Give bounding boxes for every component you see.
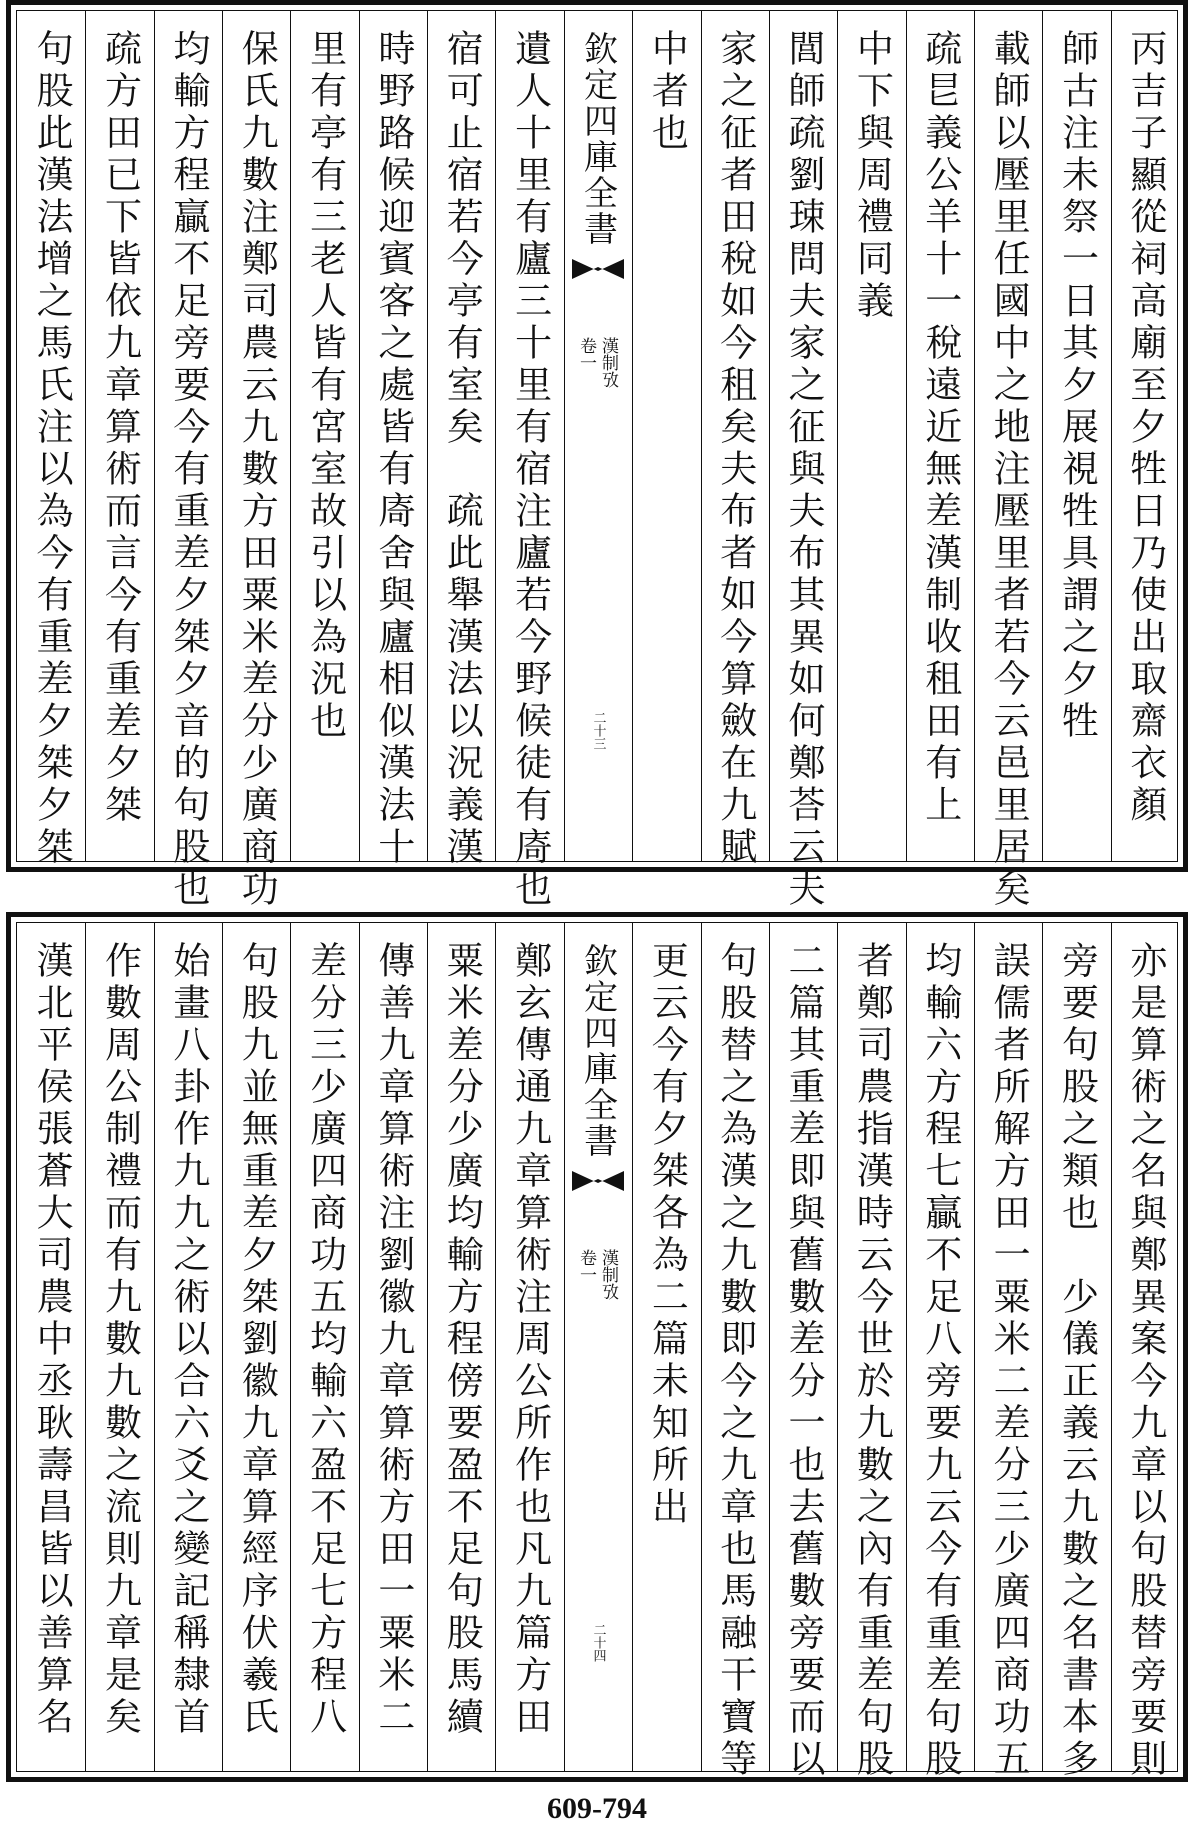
column-rule — [154, 923, 155, 1771]
column-rule — [495, 923, 496, 1771]
column-rule — [974, 11, 975, 861]
text-column — [1111, 11, 1179, 861]
column-rule — [769, 11, 770, 861]
column-rule — [906, 923, 907, 1771]
column-text: 作數周公制禮而有九數九數之流則九章是矣 — [98, 941, 142, 1739]
column-rule — [427, 923, 428, 1771]
column-text: 二篇其重差即與舊數差分一也去舊數旁要而以 — [782, 941, 826, 1781]
text-column — [85, 923, 153, 1771]
text-column — [769, 11, 837, 911]
text-column — [769, 923, 837, 1781]
column-text: 傳善九章算術注劉徽九章算術方田一粟米二 — [371, 941, 415, 1739]
text-column — [222, 923, 290, 1771]
text-column — [495, 11, 563, 911]
column-rule — [85, 11, 86, 861]
text-column — [85, 11, 153, 861]
banner-subtitle-line: 漢制攷 — [597, 337, 618, 388]
column-rule — [564, 923, 565, 1771]
text-column — [222, 11, 290, 911]
column-text: 粟米差分少廣均輸方程傍要盈不足句股馬續 — [440, 941, 484, 1739]
column-rule — [222, 923, 223, 1771]
banner-subtitle-line: 卷一 — [575, 1249, 596, 1283]
banner-subtitle-line: 卷一 — [575, 337, 596, 371]
column-text: 載師以壓里任國中之地注壓里者若今云邑里居矣 — [987, 29, 1031, 911]
column-text: 更云今有夕桀各為二篇未知所出 — [645, 941, 689, 1529]
column-text: 亦是算術之名與鄭異案今九章以句股替旁要則 — [1123, 941, 1167, 1781]
text-column — [837, 923, 905, 1781]
column-rule — [837, 923, 838, 1771]
column-text: 中者也 — [645, 29, 689, 155]
text-column — [290, 923, 358, 1771]
bottom-page-frame — [16, 922, 1178, 1781]
column-rule — [290, 923, 291, 1771]
column-rule — [1042, 923, 1043, 1771]
column-text: 句股九並無重差夕桀劉徽九章算經序伏羲氏 — [235, 941, 279, 1739]
text-column — [701, 923, 769, 1781]
column-text: 疏㫐義公羊十一稅遠近無差漢制收租田有上 — [918, 29, 962, 827]
column-text: 師古注未祭一日其夕展視牲具謂之夕牲 — [1055, 29, 1099, 743]
column-text: 旁要句股之類也 少儀正義云九數之名書本多 — [1055, 941, 1099, 1781]
column-rule — [1111, 11, 1112, 861]
column-text: 保氏九數注鄭司農云九數方田粟米差分少廣商功 — [235, 29, 279, 911]
column-rule — [906, 11, 907, 861]
text-column — [632, 11, 700, 861]
column-text: 閭師疏劉㻋問夫家之征與夫布其異如何鄭荅云夫 — [782, 29, 826, 911]
column-rule — [85, 923, 86, 1771]
column-rule — [632, 923, 633, 1771]
column-text: 里有亭有三老人皆有宮室故引以為況也 — [303, 29, 347, 743]
column-rule — [154, 11, 155, 861]
text-column — [974, 11, 1042, 911]
column-text: 漢北平侯張蒼大司農中丞耿壽昌皆以善算名 — [30, 941, 74, 1739]
column-text: 中下與周禮同義 — [850, 29, 894, 323]
column-text: 誤儒者所解方田一粟米二差分三少廣四商功五 — [987, 941, 1031, 1781]
text-column — [427, 11, 495, 869]
text-column — [427, 923, 495, 1771]
column-rule — [1111, 923, 1112, 1771]
leaf-number: 二十四 — [590, 1623, 606, 1662]
column-rule — [701, 923, 702, 1771]
banner-title: 欽定四庫全書 — [577, 943, 618, 1159]
column-text: 疏方田已下皆依九章算術而言今有重差夕桀 — [98, 29, 142, 827]
top-page — [6, 0, 1188, 911]
column-rule — [769, 923, 770, 1771]
column-rule — [359, 11, 360, 861]
column-text: 者鄭司農指漢時云今世於九數之內有重差句股 — [850, 941, 894, 1781]
text-column — [701, 11, 769, 869]
column-text: 家之征者田稅如今租矣夫布者如今算斂在九賦 — [713, 29, 757, 869]
text-column — [495, 923, 563, 1771]
column-rule — [837, 11, 838, 861]
text-column — [1042, 923, 1110, 1781]
fishtail-mark-icon — [570, 1169, 626, 1193]
column-rule — [564, 11, 565, 861]
column-text: 時野路候迎賓客之處皆有㢊舍與廬相似漢法十 — [371, 29, 415, 869]
text-column — [632, 923, 700, 1771]
text-column — [154, 923, 222, 1771]
column-rule — [290, 11, 291, 861]
top-page-frame — [16, 10, 1178, 911]
text-column — [17, 11, 85, 869]
page-identifier: 609-794 — [547, 1792, 647, 1825]
text-column — [359, 923, 427, 1771]
text-column — [906, 923, 974, 1781]
text-column — [1111, 923, 1179, 1781]
column-text: 始畫八卦作九九之術以合六爻之變記稱隸首 — [166, 941, 210, 1739]
column-rule — [495, 11, 496, 861]
text-column — [1042, 11, 1110, 861]
column-text: 均輸方程贏不足旁要今有重差夕桀夕音的句股也 — [166, 29, 210, 911]
column-rule — [974, 923, 975, 1771]
bottom-page — [6, 912, 1188, 1782]
center-banner — [564, 923, 632, 1771]
column-text: 句股替之為漢之九數即今之九章也馬融干寶等 — [713, 941, 757, 1781]
text-column — [17, 923, 85, 1771]
column-rule — [222, 11, 223, 861]
column-text: 遺人十里有廬三十里有宿注廬若今野候徒有㢊也 — [508, 29, 552, 911]
column-rule — [632, 11, 633, 861]
text-column — [154, 11, 222, 911]
text-column — [290, 11, 358, 861]
text-column — [974, 923, 1042, 1781]
column-text: 差分三少廣四商功五均輸六盈不足七方程八 — [303, 941, 347, 1739]
center-banner — [564, 11, 632, 861]
column-rule — [1042, 11, 1043, 861]
column-rule — [359, 923, 360, 1771]
column-text: 丙吉子顯從祠高廟至夕牲日乃使出取齋衣顏 — [1123, 29, 1167, 827]
column-text: 鄭玄傳通九章算術注周公所作也凡九篇方田 — [508, 941, 552, 1739]
column-text: 宿可止宿若今亭有室矣 疏此舉漢法以況義漢 — [440, 29, 484, 869]
banner-title: 欽定四庫全書 — [577, 31, 618, 247]
column-text: 均輸六方程七贏不足八旁要九云今有重差句股 — [918, 941, 962, 1781]
text-column — [906, 11, 974, 861]
column-rule — [701, 11, 702, 861]
fishtail-mark-icon — [570, 257, 626, 281]
leaf-number: 二十三 — [590, 711, 606, 750]
column-rule — [427, 11, 428, 861]
text-column — [359, 11, 427, 869]
text-column — [837, 11, 905, 861]
banner-subtitle-line: 漢制攷 — [597, 1249, 618, 1300]
column-text: 句股此漢法增之馬氏注以為今有重差夕桀夕桀 — [30, 29, 74, 869]
